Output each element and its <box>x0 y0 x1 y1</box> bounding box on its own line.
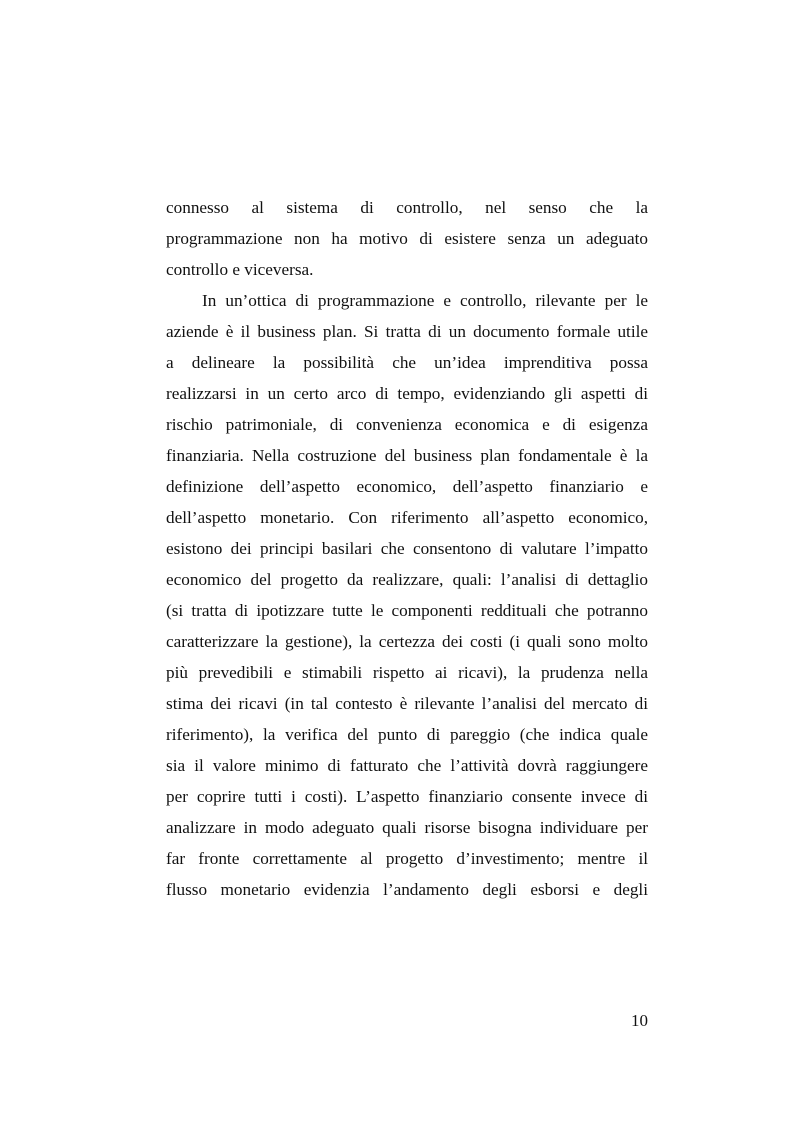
text-line: programmazione non ha motivo di esistere senza un adeguato <box>166 229 648 248</box>
text-line: (si tratta di ipotizzare tutte le componenti reddituali che potranno <box>166 601 648 620</box>
text-line: caratterizzare la gestione), la certezza dei costi (i quali sono molto <box>166 632 648 651</box>
text-line: aziende è il business plan. Si tratta di un documento formale utile <box>166 322 648 341</box>
text-line: realizzarsi in un certo arco di tempo, evidenziando gli aspetti di <box>166 384 648 403</box>
text-line: finanziaria. Nella costruzione del business plan fondamentale è la <box>166 446 648 465</box>
text-line: a delineare la possibilità che un’idea imprenditiva possa <box>166 353 648 372</box>
text-line: esistono dei principi basilari che consentono di valutare l’impatto <box>166 539 648 558</box>
text-line: dell’aspetto monetario. Con riferimento all’aspetto economico, <box>166 508 648 527</box>
text-line: controllo e viceversa. <box>166 260 314 279</box>
text-line: riferimento), la verifica del punto di pareggio (che indica quale <box>166 725 648 744</box>
text-line: In un’ottica di programmazione e controllo, rilevante per le <box>202 291 648 310</box>
text-line: economico del progetto da realizzare, quali: l’analisi di dettaglio <box>166 570 648 589</box>
text-line: più prevedibili e stimabili rispetto ai ricavi), la prudenza nella <box>166 663 648 682</box>
body-text <box>166 192 648 905</box>
text-line: analizzare in modo adeguato quali risorse bisogna individuare per <box>166 818 648 837</box>
text-line: sia il valore minimo di fatturato che l’attività dovrà raggiungere <box>166 756 648 775</box>
page-number: 10 <box>631 1011 648 1030</box>
text-line: definizione dell’aspetto economico, dell’aspetto finanziario e <box>166 477 648 496</box>
text-line: stima dei ricavi (in tal contesto è rilevante l’analisi del mercato di <box>166 694 648 713</box>
text-line: rischio patrimoniale, di convenienza economica e di esigenza <box>166 415 648 434</box>
text-line: far fronte correttamente al progetto d’investimento; mentre il <box>166 849 648 868</box>
text-line: flusso monetario evidenzia l’andamento degli esborsi e degli <box>166 880 648 899</box>
text-line: per coprire tutti i costi). L’aspetto finanziario consente invece di <box>166 787 648 806</box>
text-line: connesso al sistema di controllo, nel senso che la <box>166 198 648 217</box>
